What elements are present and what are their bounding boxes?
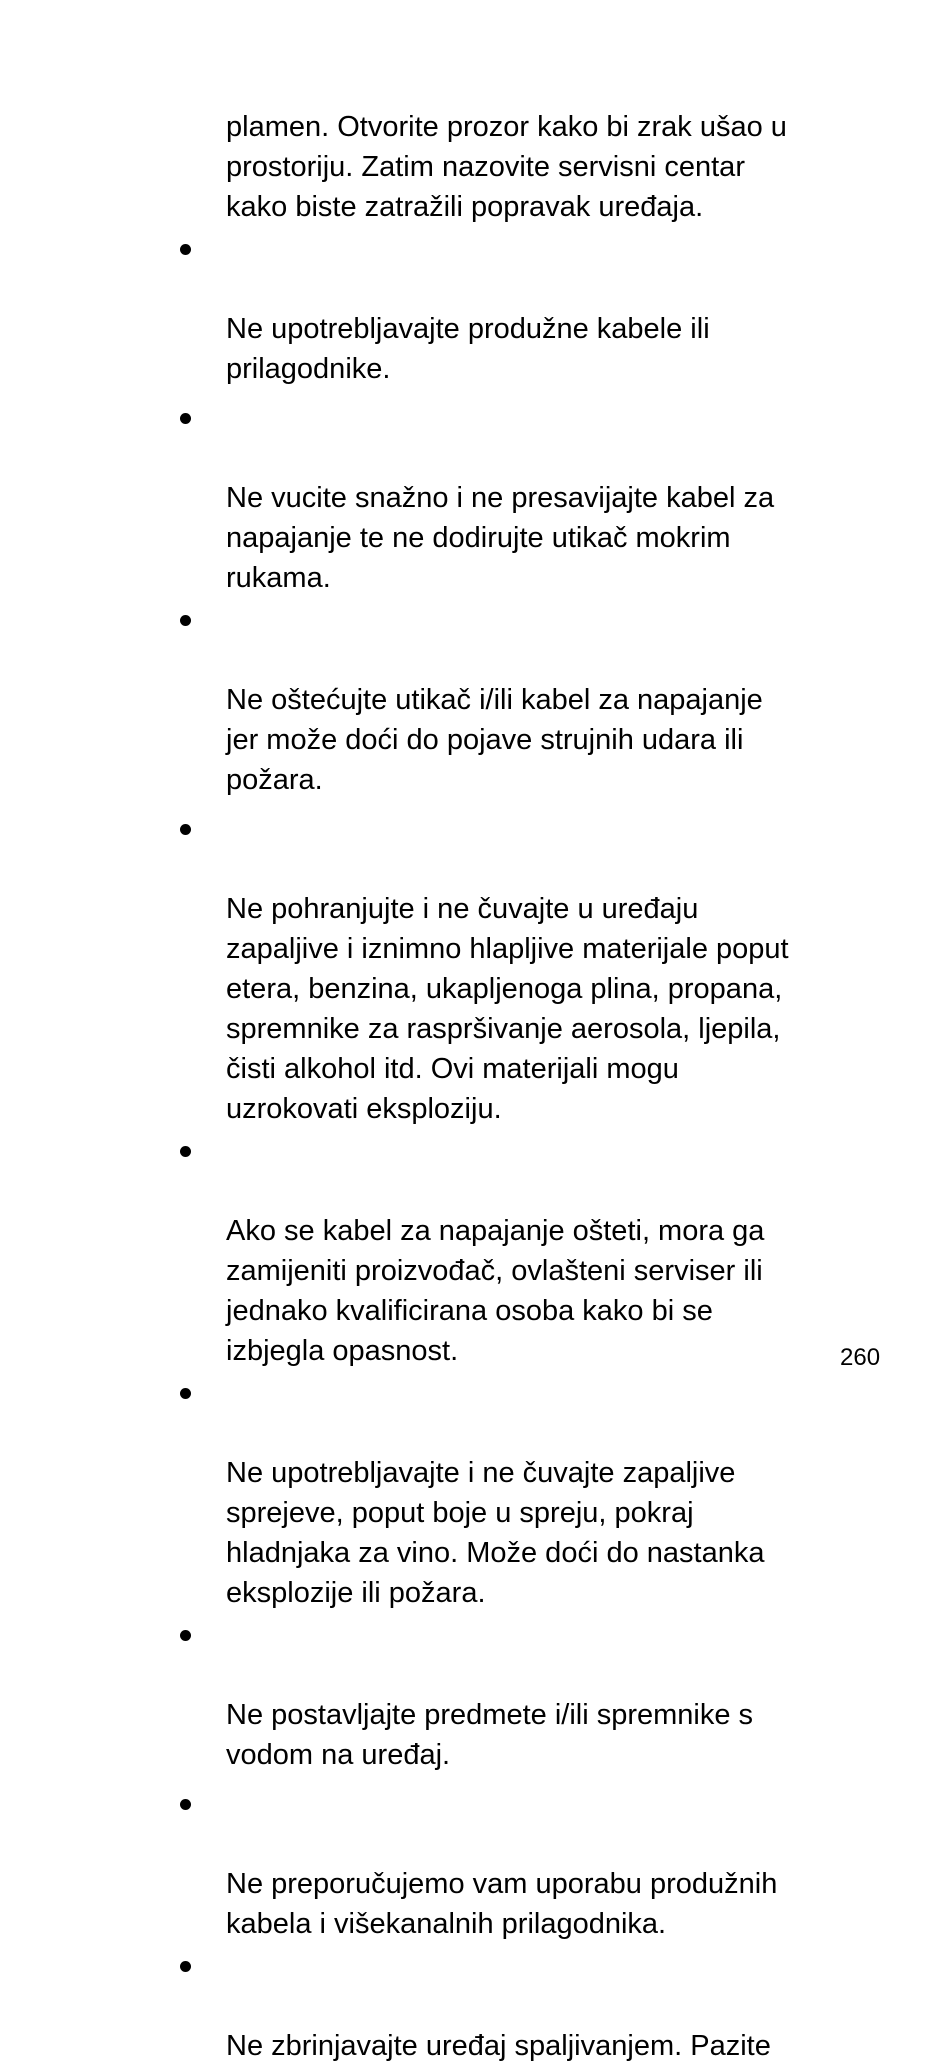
- list-item: [0, 600, 866, 800]
- list-item: [0, 1946, 866, 2066]
- list-item-text: Ne vucite snažno i ne presavijajte kabel za napajanje te ne dodirujte utikač mokrim rukama.: [226, 482, 775, 594]
- list-item-text: Ne zbrinjavajte uređaj spaljivanjem. Pazite: [226, 2030, 771, 2062]
- list-item-text: Ne upotrebljavajte i ne čuvajte zapaljive sprejeve, poput boje u spreju, pokraj hladnjaka za vino. Može doći do nastanka eksplozije ili požara.: [226, 1457, 765, 1609]
- bullet-icon: [180, 1146, 191, 1157]
- list-item-text: Ne preporučujemo vam uporabu produžnih kabela i višekanalnih prilagodnika.: [226, 1868, 778, 1940]
- list-item: [0, 1373, 866, 1613]
- list-item: [0, 1784, 866, 1944]
- bullet-icon: [180, 615, 191, 626]
- bullet-icon: [180, 1799, 191, 1810]
- list-item: [0, 398, 866, 598]
- safety-instructions: [0, 107, 950, 2066]
- list-item-text: Ne upotrebljavajte produžne kabele ili prilagodnike.: [226, 313, 710, 385]
- list-item: [0, 1131, 866, 1371]
- bullet-icon: [180, 824, 191, 835]
- list-item: [0, 229, 866, 389]
- bullet-icon: [180, 244, 191, 255]
- bullet-icon: [180, 1961, 191, 1972]
- bullet-icon: [180, 1388, 191, 1399]
- list-item-text: Ne postavljajte predmete i/ili spremnike s vodom na uređaj.: [226, 1699, 754, 1771]
- list-item-text: Ne pohranjujte i ne čuvajte u uređaju zapaljive i iznimno hlapljive materijale poput etera, benzina, ukapljenoga plina, propana, spremnike za raspršivanje aerosola, ljepila, čisti alkohol itd. Ovi materijali mogu uzrokovati eksploziju.: [226, 893, 789, 1125]
- bullet-icon: [180, 413, 191, 424]
- continued-paragraph: plamen. Otvorite prozor kako bi zrak ušao u prostoriju. Zatim nazovite servisni centar kako biste zatražili popravak uređaja.: [226, 111, 787, 223]
- list-item: [0, 1615, 866, 1775]
- bullet-icon: [180, 1630, 191, 1641]
- list-item-text: Ne oštećujte utikač i/ili kabel za napajanje jer može doći do pojave strujnih udara ili požara.: [226, 684, 763, 796]
- page-number: 260: [840, 1344, 881, 1371]
- list-item: [0, 809, 866, 1129]
- list-item-text: Ako se kabel za napajanje ošteti, mora ga zamijeniti proizvođač, ovlašteni serviser ili jednako kvalificirana osoba kako bi se izbjegla opasnost.: [226, 1215, 765, 1367]
